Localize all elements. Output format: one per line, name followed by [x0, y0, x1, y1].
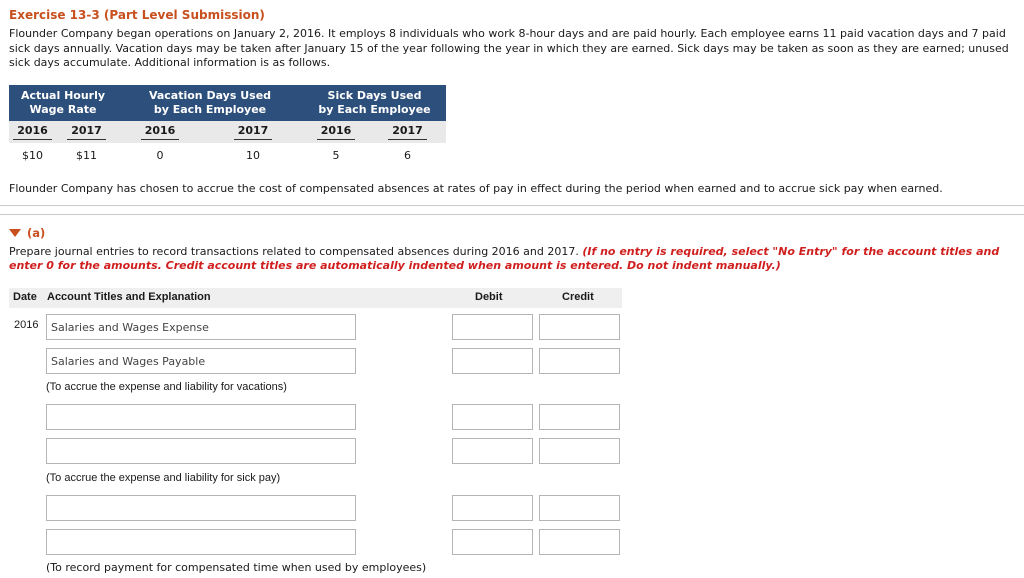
header-debit: Debit: [475, 291, 503, 303]
year-header: 2016: [117, 121, 203, 143]
account-title-input[interactable]: [46, 404, 356, 430]
entry-explanation: (To record payment for compensated time when used by employees): [46, 561, 427, 574]
header-credit: Credit: [562, 291, 594, 303]
triangle-down-icon: [9, 229, 21, 237]
info-table: [9, 85, 446, 167]
header-date: Date: [13, 291, 37, 303]
part-a-label: (a): [27, 226, 46, 240]
part-instruction: Prepare journal entries to record transactions related to compensated absences during 2016 and 2017. (If no entry is required, select "No Entry" for the account titles and enter 0 for the amounts. Credit account titles are automatically indented when amount is entered. Do not indent manually.): [9, 245, 1000, 272]
table-row: [9, 143, 446, 167]
debit-amount-input[interactable]: [452, 438, 533, 464]
debit-amount-input[interactable]: [452, 314, 533, 340]
account-title-input[interactable]: [46, 438, 356, 464]
year-header: 2016: [303, 121, 369, 143]
credit-amount-input[interactable]: [539, 348, 620, 374]
col-group-sick: Sick Days Used by Each Employee: [303, 85, 446, 121]
year-header: 2017: [203, 121, 303, 143]
col-group-wage: Actual Hourly Wage Rate: [9, 85, 117, 121]
credit-amount-input[interactable]: [539, 438, 620, 464]
entry-explanation: (To accrue the expense and liability for vacations): [46, 381, 287, 393]
debit-amount-input[interactable]: [452, 348, 533, 374]
journal-header: [9, 288, 622, 308]
exercise-title: Exercise 13-3 (Part Level Submission): [9, 8, 265, 22]
exercise-intro: Flounder Company began operations on January 2, 2016. It employs 8 individuals who work 8-hour days and are paid hourly. Each employee earns 11 paid vacation days and 7 paid sick days annually. Vacation days may be taken after January 15 of the year following the year in which they are earned. Sick days may be taken as soon as they are earned; unused sick days accumulate. Additional information is as follows.: [9, 27, 1009, 69]
year-header: 2016: [9, 121, 56, 143]
credit-amount-input[interactable]: [539, 495, 620, 521]
account-title-input[interactable]: [46, 348, 356, 374]
debit-amount-input[interactable]: [452, 495, 533, 521]
divider: [0, 214, 1024, 215]
account-title-input[interactable]: [46, 495, 356, 521]
debit-amount-input[interactable]: [452, 404, 533, 430]
table-cell: 6: [404, 148, 411, 162]
account-title-input[interactable]: [46, 529, 356, 555]
policy-text: Flounder Company has chosen to accrue the cost of compensated absences at rates of pay in effect during the period when earned and to accrue sick pay when earned.: [9, 182, 943, 195]
account-title-input[interactable]: [46, 314, 356, 340]
divider: [0, 205, 1024, 206]
credit-amount-input[interactable]: [539, 314, 620, 340]
debit-amount-input[interactable]: [452, 529, 533, 555]
year-header: 2017: [369, 121, 446, 143]
instruction-note: (If no entry is required, select "No Entry" for the account titles and enter 0 for the amounts. Credit account titles are automatically indented when amount is entered. Do not indent manually.): [9, 245, 1000, 272]
table-cell: 10: [246, 148, 260, 162]
date-cell: 2016: [14, 319, 39, 331]
part-a-toggle[interactable]: [9, 226, 45, 240]
header-account: Account Titles and Explanation: [47, 291, 211, 303]
credit-amount-input[interactable]: [539, 404, 620, 430]
table-cell: 0: [156, 148, 164, 162]
credit-amount-input[interactable]: [539, 529, 620, 555]
col-group-vacation: Vacation Days Used by Each Employee: [117, 85, 303, 121]
table-cell: $11: [76, 148, 97, 162]
table-cell: 5: [332, 148, 340, 162]
entry-explanation: (To accrue the expense and liability for sick pay): [46, 472, 281, 484]
year-header: 2017: [56, 121, 117, 143]
table-cell: $10: [22, 148, 43, 162]
